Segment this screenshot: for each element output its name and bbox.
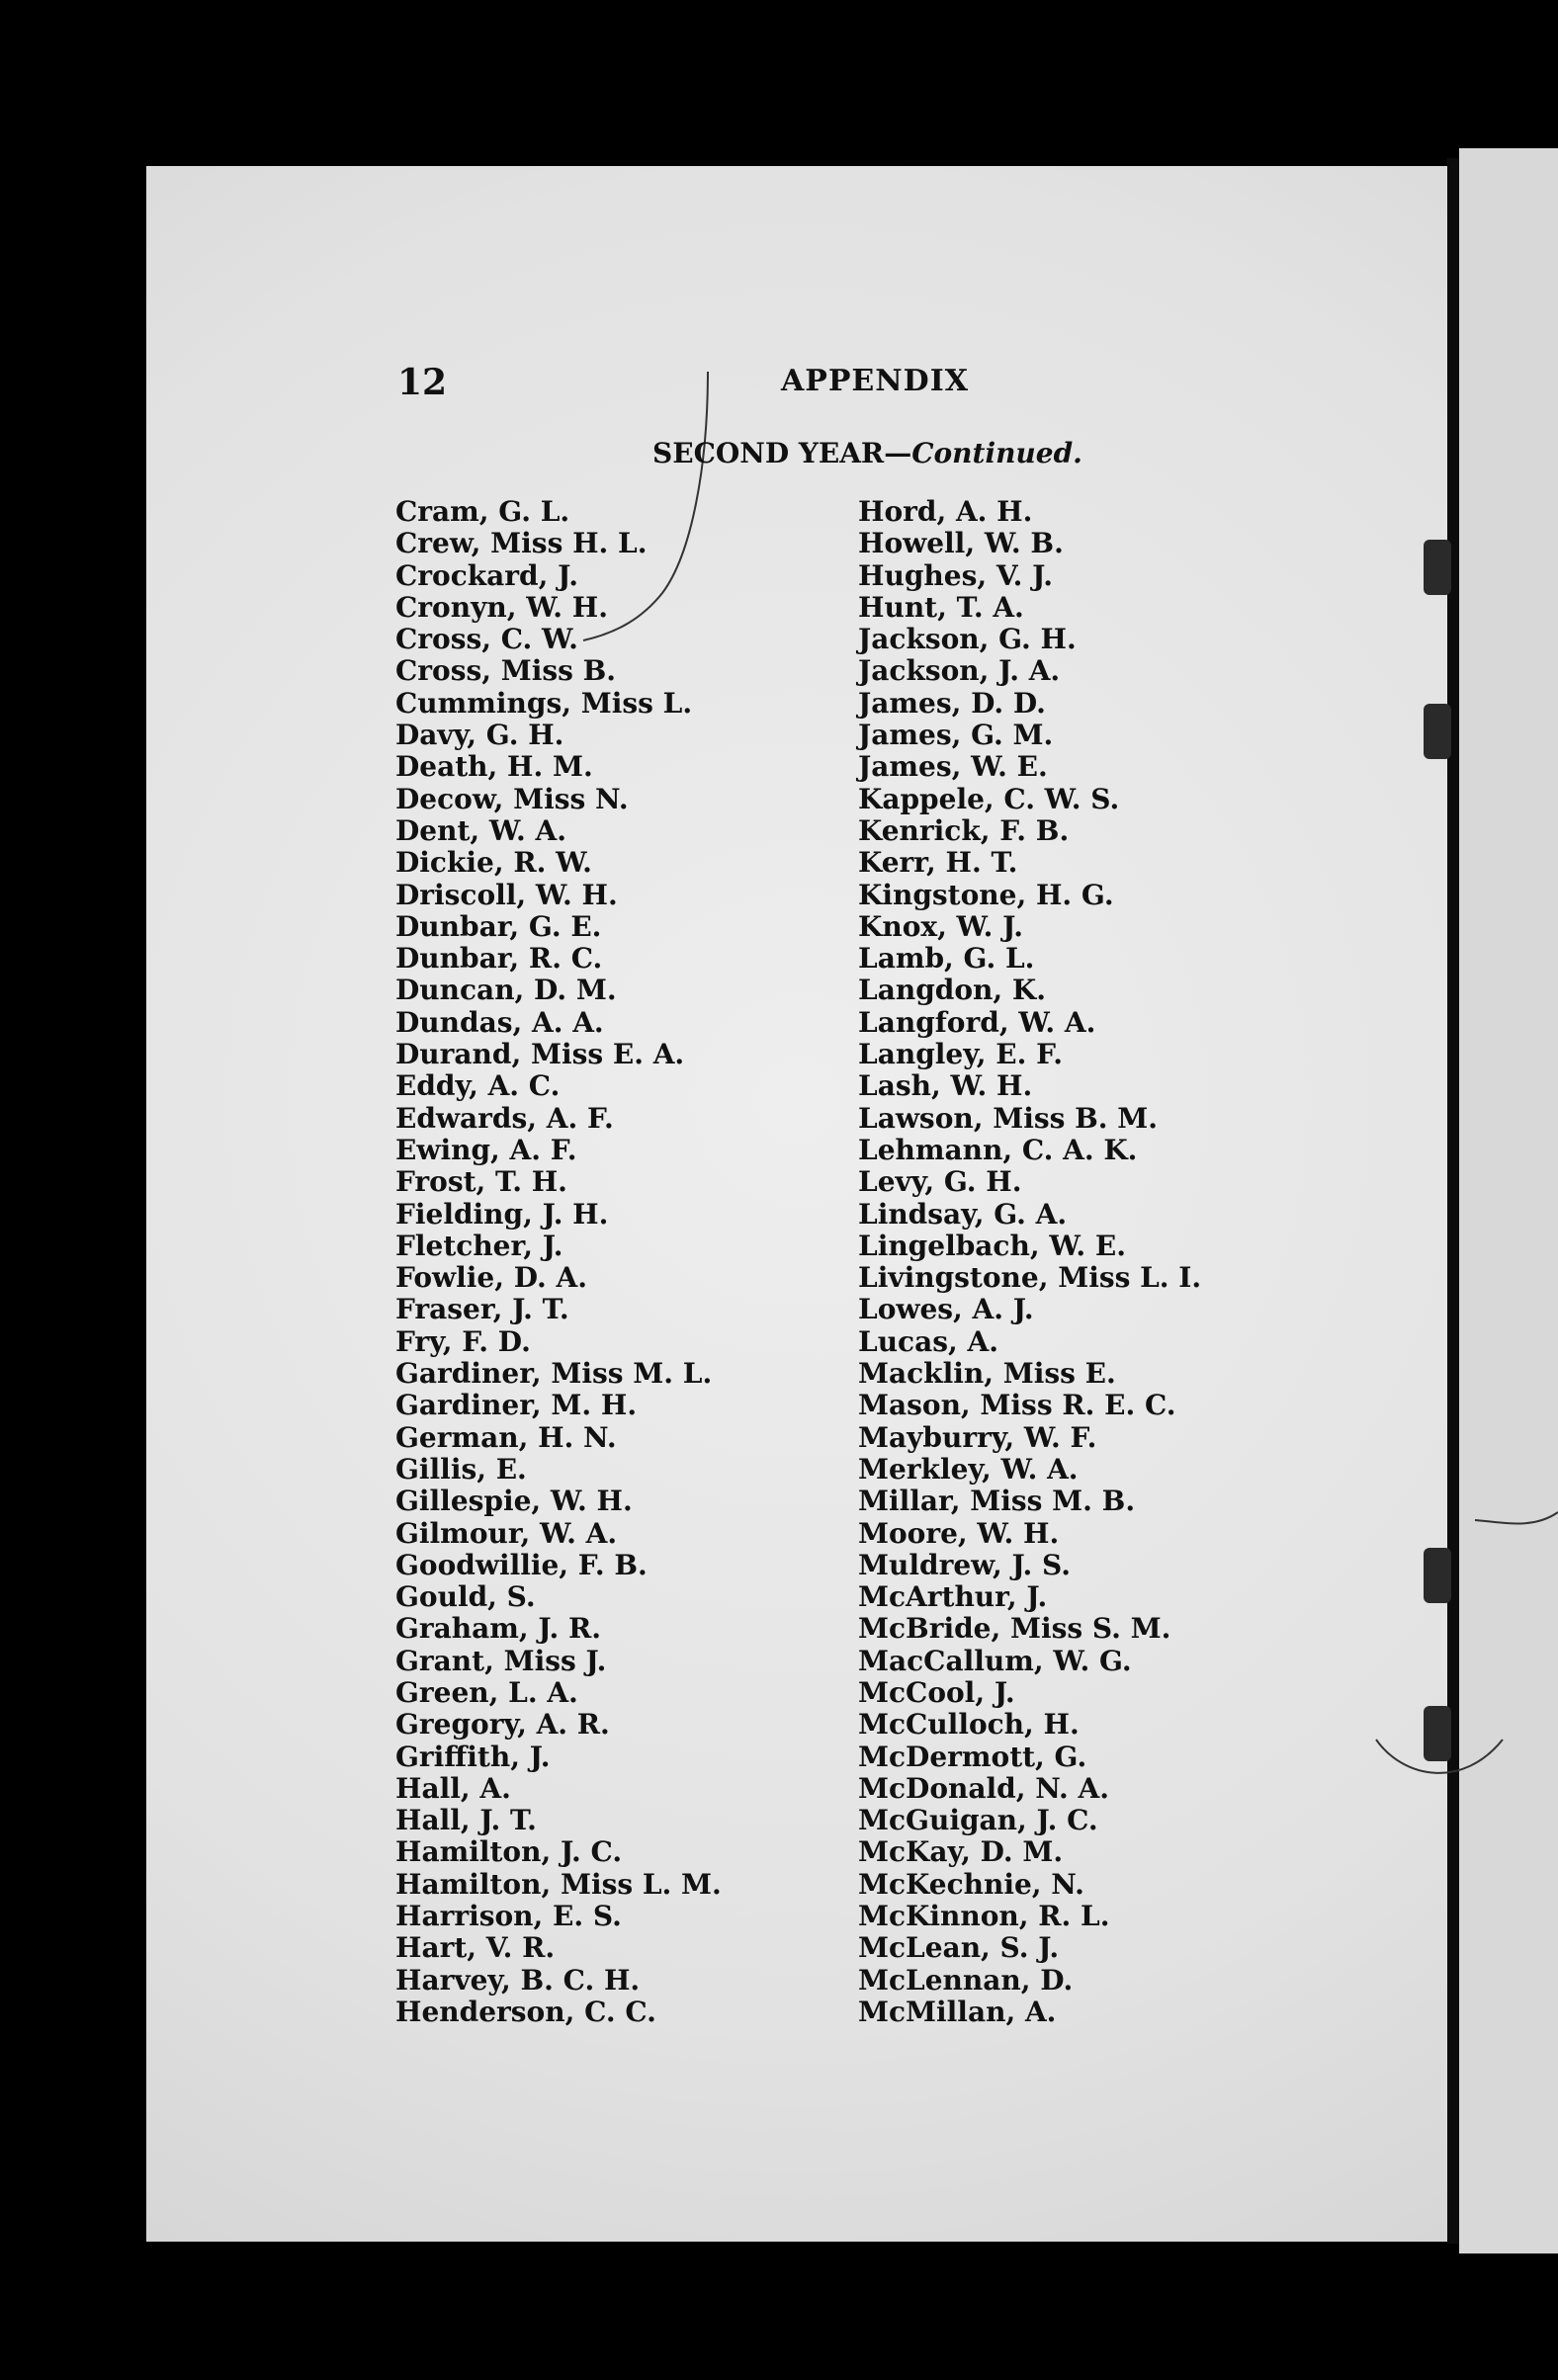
list-item: Millar, Miss M. B. (858, 1485, 1136, 1518)
list-item: Mayburry, W. F. (858, 1420, 1097, 1454)
list-item: Lash, W. H. (858, 1069, 1033, 1103)
list-item: Hamilton, Miss L. M. (395, 1867, 722, 1901)
list-item: James, G. M. (858, 719, 1054, 752)
list-item: Gregory, A. R. (395, 1708, 610, 1742)
list-item: McKechnie, N. (858, 1867, 1084, 1901)
list-item: Decow, Miss N. (395, 782, 629, 815)
list-item: Lehmann, C. A. K. (858, 1133, 1138, 1166)
list-item: Death, H. M. (395, 750, 593, 784)
list-item: McDermott, G. (858, 1740, 1087, 1773)
binding-hole (1424, 540, 1451, 595)
section-continued: Continued. (911, 437, 1082, 469)
list-item: Lawson, Miss B. M. (858, 1101, 1159, 1135)
list-item: Eddy, A. C. (395, 1069, 561, 1103)
list-item: Cross, Miss B. (395, 654, 617, 688)
list-item: McArthur, J. (858, 1580, 1048, 1614)
list-item: McBride, Miss S. M. (858, 1612, 1171, 1646)
list-item: Hall, J. T. (395, 1804, 537, 1837)
list-item: Gardiner, M. H. (395, 1389, 638, 1422)
list-item: Howell, W. B. (858, 527, 1064, 560)
page-number: 12 (397, 362, 448, 403)
list-item: Macklin, Miss E. (858, 1357, 1116, 1391)
list-item: McLennan, D. (858, 1963, 1074, 1997)
list-item: Lucas, A. (858, 1324, 998, 1358)
list-item: Kenrick, F. B. (858, 813, 1070, 847)
list-item: Hord, A. H. (858, 495, 1033, 528)
list-item: Hart, V. R. (395, 1931, 556, 1965)
list-item: Dundas, A. A. (395, 1005, 604, 1039)
list-item: Gould, S. (395, 1580, 536, 1614)
list-item: Graham, J. R. (395, 1612, 602, 1646)
list-item: Cronyn, W. H. (395, 590, 608, 624)
list-item: Dunbar, G. E. (395, 909, 602, 943)
list-item: Driscoll, W. H. (395, 878, 618, 911)
binding-edge (1447, 158, 1459, 2244)
list-item: Dent, W. A. (395, 813, 566, 847)
list-item: German, H. N. (395, 1420, 617, 1454)
list-item: Cross, C. W. (395, 623, 578, 656)
binding-hole (1424, 1706, 1451, 1761)
list-item: Kappele, C. W. S. (858, 782, 1120, 815)
list-item: Frost, T. H. (395, 1165, 567, 1199)
running-head: APPENDIX (781, 364, 970, 398)
list-item: Levy, G. H. (858, 1165, 1022, 1199)
list-item: Henderson, C. C. (395, 1995, 656, 2028)
list-item: Grant, Miss J. (395, 1644, 607, 1677)
document-page (146, 166, 1451, 2242)
list-item: Kerr, H. T. (858, 846, 1018, 880)
list-item: McLean, S. J. (858, 1931, 1060, 1965)
list-item: Gillis, E. (395, 1452, 527, 1486)
list-item: Langdon, K. (858, 974, 1046, 1007)
list-item: Gillespie, W. H. (395, 1485, 633, 1518)
list-item: Hughes, V. J. (858, 558, 1053, 592)
list-item: Fry, F. D. (395, 1324, 531, 1358)
name-list-left (395, 496, 722, 2028)
list-item: McCool, J. (858, 1675, 1015, 1709)
list-item: Hall, A. (395, 1771, 511, 1805)
facing-page-edge (1459, 148, 1558, 2253)
list-item: Mason, Miss R. E. C. (858, 1389, 1176, 1422)
list-item: Fielding, J. H. (395, 1197, 609, 1231)
list-item: Edwards, A. F. (395, 1101, 614, 1135)
list-item: Dickie, R. W. (395, 846, 592, 880)
list-item: Lingelbach, W. E. (858, 1229, 1127, 1262)
list-item: James, D. D. (858, 686, 1046, 720)
list-item: McKinnon, R. L. (858, 1900, 1110, 1933)
list-item: Green, L. A. (395, 1675, 578, 1709)
list-item: Langford, W. A. (858, 1005, 1096, 1039)
section-title: SECOND YEAR (652, 437, 885, 469)
list-item: Hunt, T. A. (858, 590, 1024, 624)
list-item: Cummings, Miss L. (395, 686, 693, 720)
list-item: Crew, Miss H. L. (395, 527, 648, 560)
list-item: Gardiner, Miss M. L. (395, 1357, 713, 1391)
list-item: Durand, Miss E. A. (395, 1038, 685, 1071)
list-item: Crockard, J. (395, 558, 578, 592)
list-item: Fowlie, D. A. (395, 1261, 587, 1295)
list-item: Fletcher, J. (395, 1229, 563, 1262)
list-item: Fraser, J. T. (395, 1293, 569, 1326)
list-item: Lamb, G. L. (858, 942, 1035, 976)
list-item: McDonald, N. A. (858, 1771, 1109, 1805)
list-item: Livingstone, Miss L. I. (858, 1261, 1202, 1295)
list-item: McGuigan, J. C. (858, 1804, 1098, 1837)
name-list-right (858, 496, 1201, 2028)
list-item: Merkley, W. A. (858, 1452, 1079, 1486)
list-item: Dunbar, R. C. (395, 942, 603, 976)
list-item: Harvey, B. C. H. (395, 1963, 641, 1997)
list-item: James, W. E. (858, 750, 1048, 784)
list-item: Gilmour, W. A. (395, 1516, 618, 1550)
list-item: McCulloch, H. (858, 1708, 1080, 1742)
list-item: Ewing, A. F. (395, 1133, 577, 1166)
list-item: Duncan, D. M. (395, 974, 617, 1007)
list-item: Muldrew, J. S. (858, 1548, 1071, 1581)
list-item: Kingstone, H. G. (858, 878, 1114, 911)
list-item: Harrison, E. S. (395, 1900, 622, 1933)
list-item: Cram, G. L. (395, 495, 570, 528)
list-item: Lindsay, G. A. (858, 1197, 1068, 1231)
list-item: Goodwillie, F. B. (395, 1548, 648, 1581)
list-item: Moore, W. H. (858, 1516, 1060, 1550)
list-item: Lowes, A. J. (858, 1293, 1034, 1326)
list-item: Hamilton, J. C. (395, 1835, 623, 1869)
list-item: Jackson, J. A. (858, 654, 1061, 688)
binding-hole (1424, 1548, 1451, 1603)
list-item: MacCallum, W. G. (858, 1644, 1132, 1677)
list-item: Langley, E. F. (858, 1038, 1063, 1071)
list-item: Knox, W. J. (858, 909, 1023, 943)
binding-hole (1424, 704, 1451, 759)
list-item: McMillan, A. (858, 1995, 1057, 2028)
list-item: Davy, G. H. (395, 719, 564, 752)
list-item: Griffith, J. (395, 1740, 551, 1773)
list-item: McKay, D. M. (858, 1835, 1064, 1869)
list-item: Jackson, G. H. (858, 623, 1077, 656)
section-heading: SECOND YEAR—Continued. (652, 437, 1082, 469)
